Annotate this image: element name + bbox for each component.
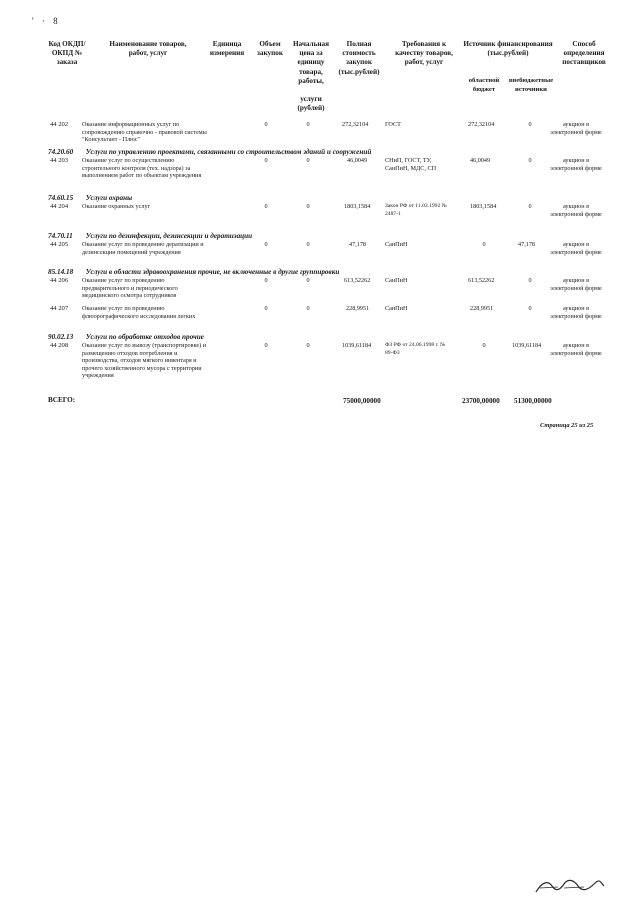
row-extra: 0 xyxy=(528,305,532,312)
row-total: 1039,61184 xyxy=(342,342,372,349)
row-name: Оказание охранных услуг xyxy=(82,203,151,210)
group-title: Услуги охраны xyxy=(85,194,133,202)
row-extra: 0 xyxy=(528,157,532,164)
row-volume: 0 xyxy=(264,203,268,210)
row-price: 0 xyxy=(306,342,310,349)
row-budget: 613,52262 xyxy=(468,277,495,284)
totals-budget: 23700,00000 xyxy=(462,397,500,405)
row-name: Оказание услуг по осуществлению строительного контроля (тех. надзора) за выполнением работ по объектам учреждения xyxy=(82,157,202,180)
row-total: 228,9951 xyxy=(346,305,370,312)
row-price: 0 xyxy=(306,305,310,312)
row-budget: 46,0049 xyxy=(470,157,491,164)
group-heading xyxy=(48,232,252,240)
header-requirements: Требования к качеству товаров, работ, услуг xyxy=(395,40,453,67)
row-extra: 47,178 xyxy=(518,241,536,248)
group-title: Услуги по обработке отходов прочие xyxy=(85,333,204,341)
row-code: 44 205 xyxy=(50,241,69,248)
corner-mark: ' · 8 xyxy=(32,16,61,26)
header-total-cost: Полная стоимость закупок (тыс.рублей) xyxy=(338,40,380,76)
row-price: 0 xyxy=(306,203,310,210)
group-code: 74.70.11 xyxy=(48,232,73,240)
group-code: 74.60.15 xyxy=(48,194,74,202)
row-total: 46,0049 xyxy=(347,157,368,164)
group-heading xyxy=(48,148,371,156)
row-budget: 0 xyxy=(482,342,486,349)
row-extra: 1039,61184 xyxy=(512,342,542,349)
header-name: Наименование товаров, работ, услуг xyxy=(109,40,187,58)
row-method: аукцион в электронной форме xyxy=(550,121,602,136)
row-volume: 0 xyxy=(264,305,268,312)
row-name: Оказание услуг по проведению флюорографического исследования легких xyxy=(82,305,196,320)
header-source: Источник финансирования (тыс.рублей) xyxy=(463,40,553,58)
totals-total: 75000,00000 xyxy=(343,397,381,405)
row-extra: 0 xyxy=(528,121,532,128)
header-initial-price: Начальная цена за единицу товара, работы, xyxy=(292,40,330,85)
row-volume: 0 xyxy=(264,121,268,128)
row-method: аукцион в электронной форме xyxy=(550,305,602,320)
row-code: 44 206 xyxy=(50,277,69,284)
row-budget: 1803,1584 xyxy=(470,203,497,210)
row-code: 44 208 xyxy=(50,342,69,349)
row-volume: 0 xyxy=(264,241,268,248)
row-total: 272,32104 xyxy=(342,121,369,128)
row-name: Оказание информационных услуг по сопровождению справочно - правовой системы "Консультант - Плюс" xyxy=(82,121,207,144)
row-requirements: СанПиН xyxy=(385,305,408,312)
row-requirements: ГОСТ xyxy=(385,121,401,128)
row-budget: 272,32104 xyxy=(468,121,495,128)
group-title: Услуги по управлению проектами, связанными со строительством зданий и сооружений xyxy=(85,148,372,156)
page-number: Страница 25 из 25 xyxy=(540,422,594,429)
row-requirements: СНиП, ГОСТ, ТУ, СанПиН, МДС, СП xyxy=(385,157,437,172)
row-volume: 0 xyxy=(264,157,268,164)
row-method: аукцион в электронной форме xyxy=(550,277,602,292)
row-name: Оказание услуг по проведению предварительного и периодического медицинского осмотра сотрудников xyxy=(82,277,178,300)
group-code: 74.20.60 xyxy=(48,148,74,156)
row-name: Оказание услуг по проведению дератизации и дезинсекции помещений учреждения xyxy=(82,241,204,256)
group-title: Услуги по дезинфекции, дезинсекции и дератизации xyxy=(85,232,253,240)
group-code: 90.02.13 xyxy=(48,333,74,341)
totals-label: ВСЕГО: xyxy=(48,396,76,404)
header-source-extra: внебюджетные источники xyxy=(508,77,554,94)
row-budget: 228,9951 xyxy=(470,305,494,312)
header-volume: Объем закупок xyxy=(257,40,283,58)
group-title: Услуги в области здравоохранения прочие, не включенные в другие группировки xyxy=(85,268,340,276)
row-method: аукцион в электронной форме xyxy=(550,157,602,172)
row-requirements: ФЗ РФ от 24.06.1998 г. № 89-ФЗ xyxy=(385,342,446,356)
row-price: 0 xyxy=(306,277,310,284)
header-code: Код ОКДП/ ОКПД № заказа xyxy=(48,40,86,67)
row-requirements: СанПиН xyxy=(385,241,408,248)
row-extra: 0 xyxy=(528,203,532,210)
row-extra: 0 xyxy=(528,277,532,284)
row-budget: 0 xyxy=(482,241,486,248)
row-code: 44 204 xyxy=(50,203,69,210)
row-price: 0 xyxy=(306,241,310,248)
group-code: 85.14.18 xyxy=(48,268,74,276)
row-volume: 0 xyxy=(264,342,268,349)
row-name: Оказание услуг по вывозу (транспортировке) и размещению отходов потребления и производства, отходов мягкого инвентаря и прочего хозяйственного мусора с территории учреждения xyxy=(82,342,207,380)
row-price: 0 xyxy=(306,121,310,128)
header-method: Способ определения поставщиков xyxy=(562,40,606,67)
signature-stamp xyxy=(534,874,606,901)
row-code: 44 202 xyxy=(50,121,69,128)
row-requirements: Закон РФ от 11.03.1992 № 2487-1 xyxy=(385,203,448,217)
header-unit: Единица измерения xyxy=(209,40,245,58)
row-total: 1803,1584 xyxy=(344,203,371,210)
group-heading xyxy=(48,333,204,341)
row-method: аукцион в электронной форме xyxy=(550,241,602,256)
row-method: аукцион в электронной форме xyxy=(550,203,602,218)
totals-extra: 51300,00000 xyxy=(514,397,552,405)
row-volume: 0 xyxy=(264,277,268,284)
row-method: аукцион в электронной форме xyxy=(550,342,602,357)
row-code: 44 203 xyxy=(50,157,69,164)
signature-scribble xyxy=(534,874,606,896)
row-code: 44 207 xyxy=(50,305,69,312)
header-initial-price-sub: услуги (рублей) xyxy=(297,95,325,113)
row-total: 47,178 xyxy=(349,241,367,248)
group-heading xyxy=(48,268,339,276)
header-source-budget: областной бюджет xyxy=(468,77,500,94)
row-price: 0 xyxy=(306,157,310,164)
group-heading xyxy=(48,194,132,202)
row-requirements: СанПиН xyxy=(385,277,408,284)
row-total: 613,52262 xyxy=(344,277,371,284)
